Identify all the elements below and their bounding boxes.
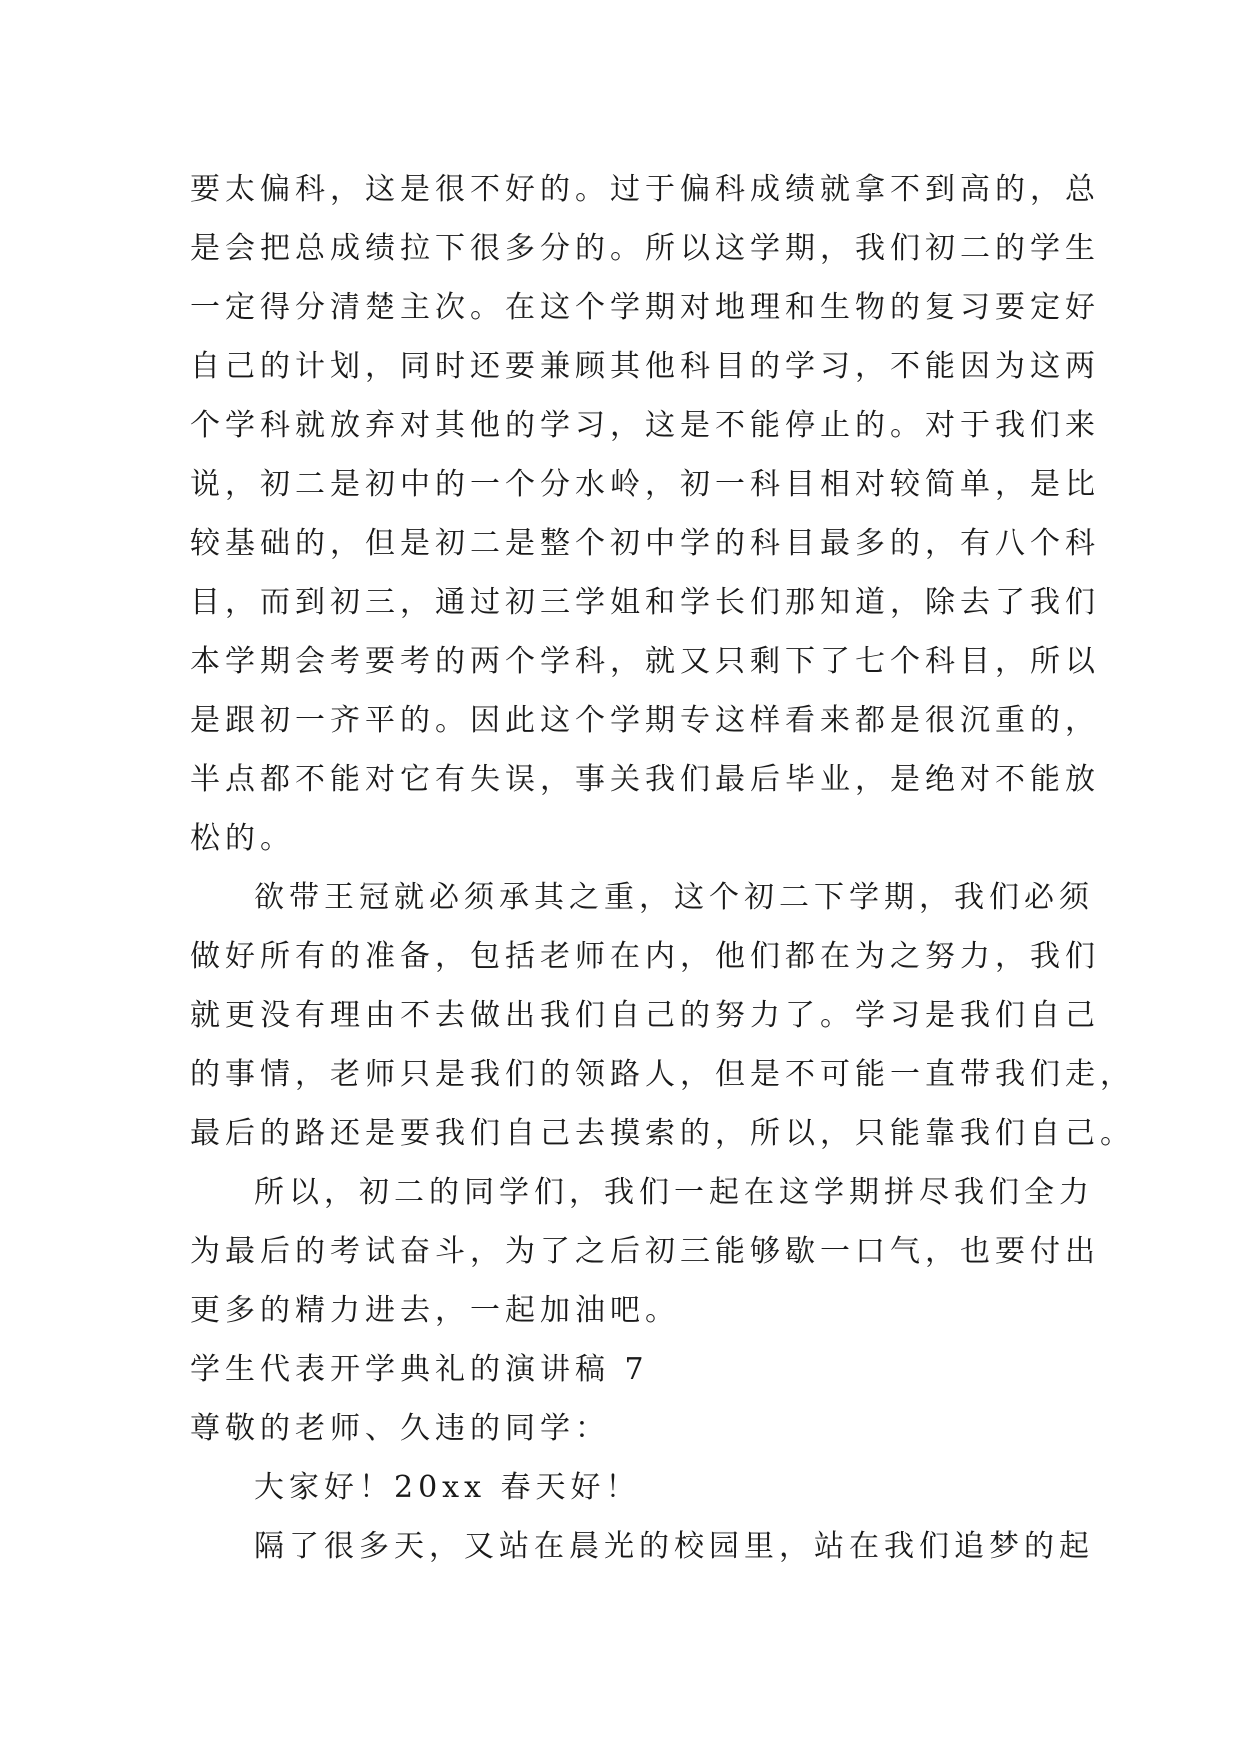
paragraph-line: 自己的计划，同时还要兼顾其他科目的学习，不能因为这两	[190, 349, 1100, 384]
document-body	[190, 160, 1135, 1576]
paragraph-line: 一定得分清楚主次。在这个学期对地理和生物的复习要定好	[190, 290, 1100, 325]
paragraph-line: 的事情，老师只是我们的领路人，但是不可能一直带我们走，	[190, 1057, 1135, 1092]
salutation: 尊敬的老师、久违的同学：	[190, 1411, 610, 1446]
paragraph-line: 隔了很多天，又站在晨光的校园里，站在我们追梦的起	[254, 1529, 1094, 1564]
paragraph-line: 为最后的考试奋斗，为了之后初三能够歇一口气，也要付出	[190, 1234, 1100, 1269]
paragraph-line: 是会把总成绩拉下很多分的。所以这学期，我们初二的学生	[190, 231, 1100, 266]
paragraph-line: 最后的路还是要我们自己去摸索的，所以，只能靠我们自己。	[190, 1116, 1135, 1151]
paragraph-line: 说，初二是初中的一个分水岭，初一科目相对较简单，是比	[190, 467, 1100, 502]
paragraph-line: 是跟初一齐平的。因此这个学期专这样看来都是很沉重的，	[190, 703, 1100, 738]
paragraph-line: 较基础的，但是初二是整个初中学的科目最多的，有八个科	[190, 526, 1100, 561]
section-heading: 学生代表开学典礼的演讲稿 7	[190, 1352, 649, 1387]
paragraph-line: 更多的精力进去，一起加油吧。	[190, 1293, 680, 1328]
paragraph-line: 所以，初二的同学们，我们一起在这学期拼尽我们全力	[254, 1175, 1094, 1210]
greeting-line: 大家好！20xx 春天好！	[254, 1470, 641, 1505]
paragraph-line: 本学期会考要考的两个学科，就又只剩下了七个科目，所以	[190, 644, 1100, 679]
paragraph-line: 个学科就放弃对其他的学习，这是不能停止的。对于我们来	[190, 408, 1100, 443]
paragraph-line: 就更没有理由不去做出我们自己的努力了。学习是我们自己	[190, 998, 1100, 1033]
paragraph-line: 松的。	[190, 821, 295, 856]
paragraph-line: 做好所有的准备，包括老师在内，他们都在为之努力，我们	[190, 939, 1100, 974]
paragraph-line: 目，而到初三，通过初三学姐和学长们那知道，除去了我们	[190, 585, 1100, 620]
paragraph-line: 半点都不能对它有失误，事关我们最后毕业，是绝对不能放	[190, 762, 1100, 797]
paragraph-line: 欲带王冠就必须承其之重，这个初二下学期，我们必须	[254, 880, 1094, 915]
paragraph-line: 要太偏科，这是很不好的。过于偏科成绩就拿不到高的，总	[190, 172, 1100, 207]
